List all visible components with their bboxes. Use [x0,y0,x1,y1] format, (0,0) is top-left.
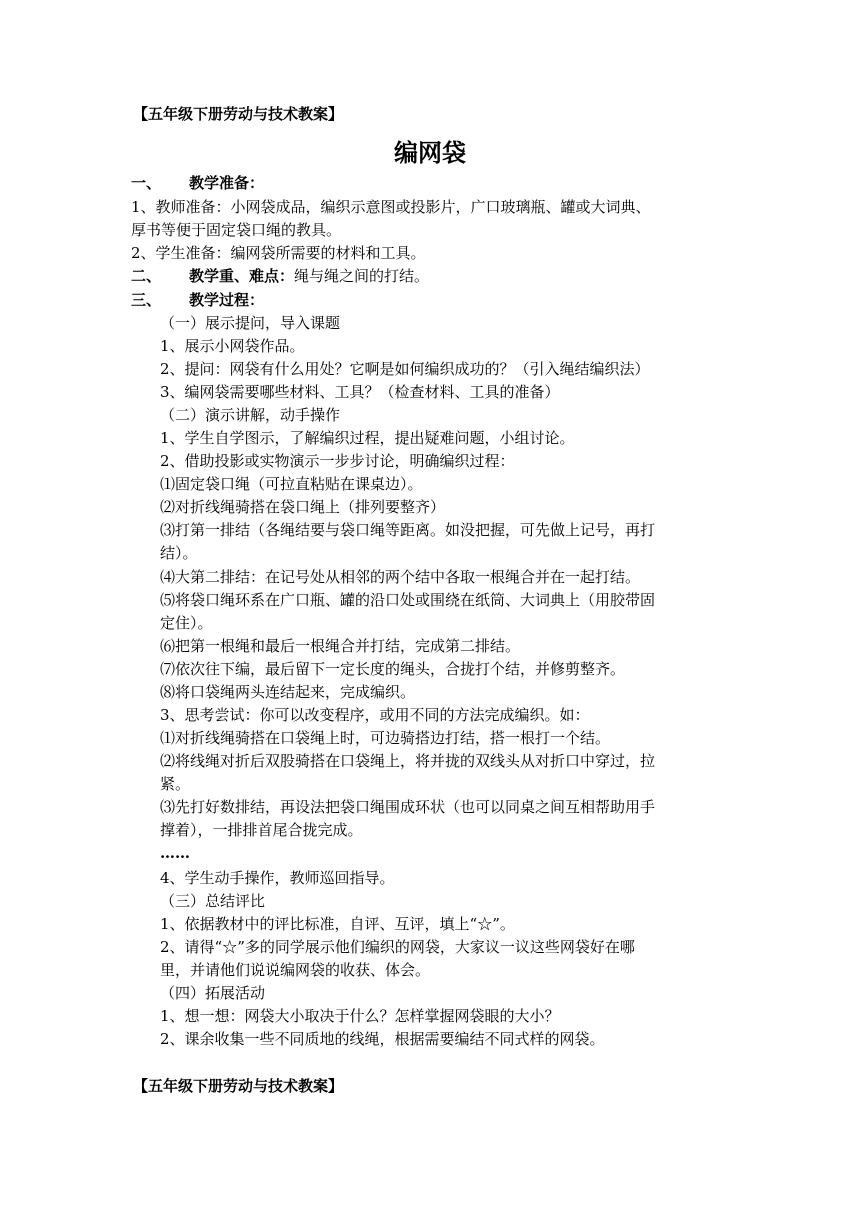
try-1: ⑴对折线绳骑搭在口袋绳上时，可边骑搭边打结，搭一根打一个结。 [160,729,611,747]
step-7: ⑺依次往下编，最后留下一定长度的绳头，合拢打个结，并修剪整齐。 [160,660,626,678]
prep-line-2: 2、学生准备：编网袋所需要的材料和工具。 [131,244,426,262]
step-6: ⑹把第一根绳和最后一根绳合并打结，完成第二排结。 [160,637,521,655]
part-1-item-2: 2、提问：网袋有什么用处？它啊是如何编织成功的？（引入绳结编织法） [160,360,650,378]
prep-line-1b: 厚书等便于固定袋口绳的教具。 [131,221,342,239]
page-header: 【五年级下册劳动与技术教案】 [133,105,344,123]
part-2-item-3: 3、思考尝试：你可以改变程序，或用不同的方法完成编织。如： [160,706,590,724]
step-3a: ⑶打第一排结（各绳结要与袋口绳等距离。如没把握，可先做上记号，再打 [160,521,656,539]
try-2a: ⑵将线绳对折后双股骑搭在口袋绳上，将并拢的双线头从对折口中穿过，拉 [160,752,656,770]
section-2-title: 教学重、难点： [189,267,295,285]
part-4-item-2: 2、课余收集一些不同质地的线绳，根据需要编结不同式样的网袋。 [160,1030,605,1048]
part-2-item-1: 1、学生自学图示，了解编织过程，提出疑难问题，小组讨论。 [160,429,575,447]
section-1-number: 一、 [131,174,162,192]
section-2-heading [131,265,429,287]
section-2-text: 绳与绳之间的打结。 [294,267,430,285]
section-1-heading [131,172,264,194]
page-title: 编网袋 [394,138,466,167]
try-2b: 紧。 [160,775,191,793]
page-footer-header: 【五年级下册劳动与技术教案】 [133,1077,344,1095]
step-5a: ⑸将袋口绳环系在广口瓶、罐的沿口处或围绕在纸筒、大词典上（用胶带固 [160,591,656,609]
part-4-item-1: 1、想一想：网袋大小取决于什么？怎样掌握网袋眼的大小？ [160,1007,560,1025]
ellipsis: …… [160,844,190,862]
part-1-heading: （一）展示提问，导入课题 [160,314,341,332]
step-5b: 定住）。 [160,614,213,632]
step-1: ⑴固定袋口绳（可拉直粘贴在课桌边）。 [160,475,423,493]
try-3b: 撑着），一排排首尾合拢完成。 [160,821,363,839]
section-3-heading [131,289,264,311]
part-4-heading: （四）拓展活动 [160,984,266,1002]
part-3-item-2b: 里，并请他们说说编网袋的收获、体会。 [160,961,431,979]
try-3a: ⑶先打好数排结，再设法把袋口绳围成环状（也可以同桌之间互相帮助用手 [160,798,656,816]
part-3-heading: （三）总结评比 [160,892,266,910]
step-3b: 结）。 [160,544,198,562]
part-3-item-2a: 2、请得“☆”多的同学展示他们编织的网袋，大家议一议这些网袋好在哪 [160,938,635,956]
step-8: ⑻将口袋绳两头连结起来，完成编织。 [160,683,416,701]
part-2-item-2: 2、借助投影或实物演示一步步讨论，明确编织过程： [160,452,515,470]
part-2-heading: （二）演示讲解，动手操作 [160,406,341,424]
part-3-item-1: 1、依据教材中的评比标准，自评、互评，填上“☆”。 [160,915,515,933]
part-1-item-3: 3、编网袋需要哪些材料、工具？（检查材料、工具的准备） [160,383,560,401]
section-3-number: 三、 [131,291,162,309]
part-1-item-1: 1、展示小网袋作品。 [160,337,305,355]
prep-line-1a: 1、教师准备：小网袋成品，编织示意图或投影片，广口玻璃瓶、罐或大词典、 [131,198,651,216]
section-2-number: 二、 [131,267,162,285]
part-2-item-4: 4、学生动手操作，教师巡回指导。 [160,869,395,887]
step-4: ⑷大第二排结：在记号处从相邻的两个结中各取一根绳合并在一起打结。 [160,568,641,586]
section-1-title: 教学准备： [189,174,265,192]
step-2: ⑵对折线绳骑搭在袋口绳上（排列要整齐） [160,498,446,516]
section-3-title: 教学过程： [189,291,265,309]
